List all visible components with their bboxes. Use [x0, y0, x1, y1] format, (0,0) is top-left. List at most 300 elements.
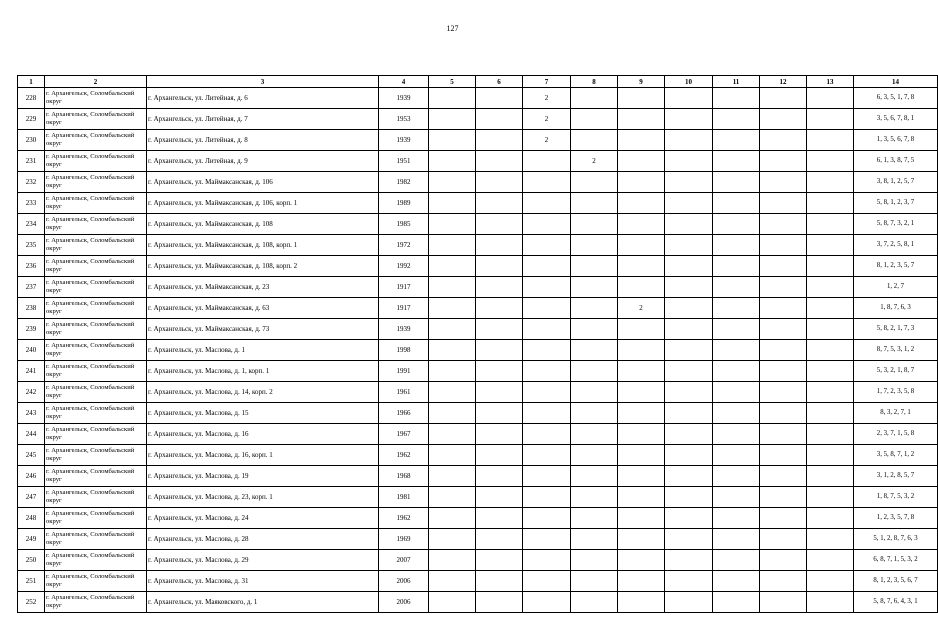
address-cell: г. Архангельск, ул. Маяковского, д. 1 [147, 592, 379, 613]
col10-cell [665, 235, 713, 256]
year-cell: 1969 [379, 529, 429, 550]
col10-cell [665, 109, 713, 130]
col8-cell [571, 550, 618, 571]
col12-cell [760, 361, 807, 382]
table-row [18, 319, 938, 340]
table-row [18, 235, 938, 256]
col6-cell [476, 403, 523, 424]
col7-cell [523, 550, 571, 571]
col5-cell [429, 172, 476, 193]
col12-cell [760, 277, 807, 298]
col10-cell [665, 403, 713, 424]
col6-cell [476, 214, 523, 235]
col7-cell [523, 424, 571, 445]
col11-cell [713, 382, 760, 403]
col14-cell: 1, 7, 2, 3, 5, 8 [854, 382, 938, 403]
table-row [18, 382, 938, 403]
table-row [18, 550, 938, 571]
col5-cell [429, 319, 476, 340]
col8-cell [571, 445, 618, 466]
register-table [17, 75, 938, 613]
col8-cell [571, 214, 618, 235]
col6-cell [476, 550, 523, 571]
col6-cell [476, 382, 523, 403]
address-cell: г. Архангельск, ул. Маймаксанская, д. 106, корп. 1 [147, 193, 379, 214]
table-row [18, 340, 938, 361]
row-number: 234 [18, 214, 45, 235]
year-cell: 2007 [379, 550, 429, 571]
table-row [18, 214, 938, 235]
col13-cell [807, 235, 854, 256]
col13-cell [807, 382, 854, 403]
col8-cell [571, 235, 618, 256]
col11-cell [713, 88, 760, 109]
col9-cell [618, 403, 665, 424]
col8-cell [571, 172, 618, 193]
col13-cell [807, 550, 854, 571]
col11-cell [713, 214, 760, 235]
col6-cell [476, 193, 523, 214]
col10-cell [665, 445, 713, 466]
col5-cell [429, 529, 476, 550]
col5-cell [429, 487, 476, 508]
col5-cell [429, 382, 476, 403]
col11-cell [713, 130, 760, 151]
year-cell: 1992 [379, 256, 429, 277]
year-cell: 1961 [379, 382, 429, 403]
district-cell: г. Архангельск, Соломбальский округ [45, 151, 147, 172]
address-cell: г. Архангельск, ул. Маслова, д. 1 [147, 340, 379, 361]
district-cell: г. Архангельск, Соломбальский округ [45, 235, 147, 256]
col11-cell [713, 235, 760, 256]
address-cell: г. Архангельск, ул. Маймаксанская, д. 108, корп. 1 [147, 235, 379, 256]
col12-cell [760, 403, 807, 424]
col5-cell [429, 193, 476, 214]
year-cell: 1985 [379, 214, 429, 235]
col9-cell [618, 550, 665, 571]
district-cell: г. Архангельск, Соломбальский округ [45, 130, 147, 151]
col14-cell: 5, 8, 2, 1, 7, 3 [854, 319, 938, 340]
district-cell: г. Архангельск, Соломбальский округ [45, 571, 147, 592]
col13-cell [807, 130, 854, 151]
col11-cell [713, 361, 760, 382]
district-cell: г. Архангельск, Соломбальский округ [45, 550, 147, 571]
col7-cell [523, 298, 571, 319]
col9-cell [618, 382, 665, 403]
col10-cell [665, 529, 713, 550]
col10-cell [665, 340, 713, 361]
column-header-5: 5 [429, 76, 476, 88]
col14-cell: 5, 1, 2, 8, 7, 6, 3 [854, 529, 938, 550]
table-row [18, 130, 938, 151]
row-number: 249 [18, 529, 45, 550]
page-number: 127 [446, 24, 459, 33]
col14-cell: 3, 8, 1, 2, 5, 7 [854, 172, 938, 193]
col10-cell [665, 298, 713, 319]
col14-cell: 1, 2, 3, 5, 7, 8 [854, 508, 938, 529]
district-cell: г. Архангельск, Соломбальский округ [45, 361, 147, 382]
col7-cell [523, 403, 571, 424]
col12-cell [760, 487, 807, 508]
row-number: 241 [18, 361, 45, 382]
row-number: 239 [18, 319, 45, 340]
col13-cell [807, 424, 854, 445]
row-number: 229 [18, 109, 45, 130]
col12-cell [760, 235, 807, 256]
col7-cell [523, 445, 571, 466]
col6-cell [476, 592, 523, 613]
col13-cell [807, 340, 854, 361]
col8-cell [571, 277, 618, 298]
col13-cell [807, 193, 854, 214]
address-cell: г. Архангельск, ул. Литейная, д. 6 [147, 88, 379, 109]
col5-cell [429, 592, 476, 613]
col11-cell [713, 151, 760, 172]
col10-cell [665, 193, 713, 214]
col12-cell [760, 529, 807, 550]
address-cell: г. Архангельск, ул. Маслова, д. 24 [147, 508, 379, 529]
col8-cell [571, 193, 618, 214]
col10-cell [665, 487, 713, 508]
district-cell: г. Архангельск, Соломбальский округ [45, 193, 147, 214]
address-cell: г. Архангельск, ул. Маймаксанская, д. 63 [147, 298, 379, 319]
col10-cell [665, 571, 713, 592]
col13-cell [807, 256, 854, 277]
col9-cell [618, 235, 665, 256]
col12-cell [760, 592, 807, 613]
table-row [18, 298, 938, 319]
col7-cell [523, 214, 571, 235]
col9-cell [618, 466, 665, 487]
col14-cell: 2, 3, 7, 1, 5, 8 [854, 424, 938, 445]
col5-cell [429, 88, 476, 109]
col5-cell [429, 256, 476, 277]
col8-cell [571, 592, 618, 613]
table-row [18, 277, 938, 298]
row-number: 235 [18, 235, 45, 256]
row-number: 251 [18, 571, 45, 592]
col9-cell [618, 172, 665, 193]
address-cell: г. Архангельск, ул. Маслова, д. 14, корп. 2 [147, 382, 379, 403]
address-cell: г. Архангельск, ул. Маймаксанская, д. 108, корп. 2 [147, 256, 379, 277]
col8-cell [571, 403, 618, 424]
col6-cell [476, 529, 523, 550]
col11-cell [713, 193, 760, 214]
col9-cell [618, 277, 665, 298]
column-header-3: 3 [147, 76, 379, 88]
year-cell: 1968 [379, 466, 429, 487]
col12-cell [760, 109, 807, 130]
year-cell: 1939 [379, 130, 429, 151]
district-cell: г. Архангельск, Соломбальский округ [45, 88, 147, 109]
col5-cell [429, 235, 476, 256]
address-cell: г. Архангельск, ул. Маслова, д. 15 [147, 403, 379, 424]
col12-cell [760, 214, 807, 235]
col14-cell: 5, 3, 2, 1, 8, 7 [854, 361, 938, 382]
address-cell: г. Архангельск, ул. Маймаксанская, д. 106 [147, 172, 379, 193]
col9-cell [618, 109, 665, 130]
address-cell: г. Архангельск, ул. Маслова, д. 28 [147, 529, 379, 550]
col5-cell [429, 571, 476, 592]
col11-cell [713, 529, 760, 550]
col7-cell [523, 466, 571, 487]
col7-cell: 2 [523, 88, 571, 109]
col7-cell [523, 529, 571, 550]
col6-cell [476, 445, 523, 466]
col9-cell [618, 151, 665, 172]
district-cell: г. Архангельск, Соломбальский округ [45, 256, 147, 277]
col7-cell [523, 592, 571, 613]
year-cell: 1962 [379, 445, 429, 466]
col14-cell: 5, 8, 1, 2, 3, 7 [854, 193, 938, 214]
col7-cell [523, 235, 571, 256]
col13-cell [807, 529, 854, 550]
col14-cell: 1, 8, 7, 5, 3, 2 [854, 487, 938, 508]
col13-cell [807, 109, 854, 130]
district-cell: г. Архангельск, Соломбальский округ [45, 382, 147, 403]
year-cell: 1967 [379, 424, 429, 445]
col14-cell: 6, 3, 5, 1, 7, 8 [854, 88, 938, 109]
col5-cell [429, 508, 476, 529]
district-cell: г. Архангельск, Соломбальский округ [45, 529, 147, 550]
row-number: 231 [18, 151, 45, 172]
district-cell: г. Архангельск, Соломбальский округ [45, 319, 147, 340]
col12-cell [760, 130, 807, 151]
col9-cell [618, 487, 665, 508]
year-cell: 1962 [379, 508, 429, 529]
col8-cell [571, 298, 618, 319]
address-cell: г. Архангельск, ул. Литейная, д. 7 [147, 109, 379, 130]
col6-cell [476, 298, 523, 319]
col6-cell [476, 88, 523, 109]
col9-cell: 2 [618, 298, 665, 319]
col9-cell [618, 529, 665, 550]
col9-cell [618, 88, 665, 109]
year-cell: 1981 [379, 487, 429, 508]
col9-cell [618, 130, 665, 151]
address-cell: г. Архангельск, ул. Маслова, д. 16, корп. 1 [147, 445, 379, 466]
col12-cell [760, 382, 807, 403]
col12-cell [760, 571, 807, 592]
year-cell: 1972 [379, 235, 429, 256]
col5-cell [429, 445, 476, 466]
table-row [18, 361, 938, 382]
col14-cell: 5, 8, 7, 3, 2, 1 [854, 214, 938, 235]
col11-cell [713, 424, 760, 445]
column-header-11: 11 [713, 76, 760, 88]
col11-cell [713, 340, 760, 361]
col12-cell [760, 550, 807, 571]
col13-cell [807, 592, 854, 613]
year-cell: 1939 [379, 88, 429, 109]
col6-cell [476, 571, 523, 592]
col11-cell [713, 109, 760, 130]
col8-cell [571, 424, 618, 445]
row-number: 243 [18, 403, 45, 424]
col5-cell [429, 466, 476, 487]
col9-cell [618, 319, 665, 340]
col8-cell [571, 487, 618, 508]
col6-cell [476, 277, 523, 298]
year-cell: 1991 [379, 361, 429, 382]
district-cell: г. Архангельск, Соломбальский округ [45, 592, 147, 613]
column-header-13: 13 [807, 76, 854, 88]
col14-cell: 8, 1, 2, 3, 5, 7 [854, 256, 938, 277]
col7-cell: 2 [523, 130, 571, 151]
col12-cell [760, 319, 807, 340]
col12-cell [760, 445, 807, 466]
row-number: 233 [18, 193, 45, 214]
col8-cell: 2 [571, 151, 618, 172]
col12-cell [760, 340, 807, 361]
address-cell: г. Архангельск, ул. Литейная, д. 8 [147, 130, 379, 151]
col14-cell: 3, 7, 2, 5, 8, 1 [854, 235, 938, 256]
col8-cell [571, 109, 618, 130]
address-cell: г. Архангельск, ул. Маслова, д. 16 [147, 424, 379, 445]
col12-cell [760, 508, 807, 529]
row-number: 232 [18, 172, 45, 193]
col10-cell [665, 424, 713, 445]
col10-cell [665, 592, 713, 613]
col10-cell [665, 88, 713, 109]
col13-cell [807, 151, 854, 172]
row-number: 228 [18, 88, 45, 109]
col11-cell [713, 298, 760, 319]
col11-cell [713, 571, 760, 592]
col14-cell: 6, 1, 3, 8, 7, 5 [854, 151, 938, 172]
col9-cell [618, 340, 665, 361]
col10-cell [665, 361, 713, 382]
row-number: 250 [18, 550, 45, 571]
col8-cell [571, 466, 618, 487]
col13-cell [807, 508, 854, 529]
col8-cell [571, 130, 618, 151]
address-cell: г. Архангельск, ул. Маймаксанская, д. 108 [147, 214, 379, 235]
col8-cell [571, 256, 618, 277]
address-cell: г. Архангельск, ул. Маслова, д. 23, корп. 1 [147, 487, 379, 508]
col14-cell: 3, 5, 6, 7, 8, 1 [854, 109, 938, 130]
col9-cell [618, 445, 665, 466]
column-header-2: 2 [45, 76, 147, 88]
col6-cell [476, 508, 523, 529]
col11-cell [713, 277, 760, 298]
col7-cell [523, 193, 571, 214]
col11-cell [713, 403, 760, 424]
year-cell: 1917 [379, 277, 429, 298]
col5-cell [429, 424, 476, 445]
col8-cell [571, 361, 618, 382]
col9-cell [618, 214, 665, 235]
address-cell: г. Архангельск, ул. Маслова, д. 31 [147, 571, 379, 592]
col7-cell [523, 151, 571, 172]
col10-cell [665, 256, 713, 277]
column-header-4: 4 [379, 76, 429, 88]
col11-cell [713, 508, 760, 529]
district-cell: г. Архангельск, Соломбальский округ [45, 109, 147, 130]
address-cell: г. Архангельск, ул. Маслова, д. 1, корп. 1 [147, 361, 379, 382]
district-cell: г. Архангельск, Соломбальский округ [45, 487, 147, 508]
col10-cell [665, 130, 713, 151]
year-cell: 1966 [379, 403, 429, 424]
col11-cell [713, 550, 760, 571]
col11-cell [713, 256, 760, 277]
year-cell: 1939 [379, 319, 429, 340]
col7-cell [523, 382, 571, 403]
table-body [18, 88, 938, 613]
address-cell: г. Архангельск, ул. Маймаксанская, д. 23 [147, 277, 379, 298]
year-cell: 1982 [379, 172, 429, 193]
column-header-9: 9 [618, 76, 665, 88]
table-row [18, 151, 938, 172]
col9-cell [618, 592, 665, 613]
district-cell: г. Архангельск, Соломбальский округ [45, 445, 147, 466]
col12-cell [760, 88, 807, 109]
col13-cell [807, 487, 854, 508]
district-cell: г. Архангельск, Соломбальский округ [45, 277, 147, 298]
col9-cell [618, 193, 665, 214]
col13-cell [807, 403, 854, 424]
col13-cell [807, 466, 854, 487]
district-cell: г. Архангельск, Соломбальский округ [45, 214, 147, 235]
table-row [18, 424, 938, 445]
row-number: 242 [18, 382, 45, 403]
col5-cell [429, 340, 476, 361]
row-number: 248 [18, 508, 45, 529]
col14-cell: 3, 5, 8, 7, 1, 2 [854, 445, 938, 466]
col13-cell [807, 571, 854, 592]
table-row [18, 193, 938, 214]
col7-cell [523, 172, 571, 193]
col6-cell [476, 424, 523, 445]
row-number: 246 [18, 466, 45, 487]
table-header [18, 76, 938, 88]
table-row [18, 109, 938, 130]
col12-cell [760, 298, 807, 319]
district-cell: г. Архангельск, Соломбальский округ [45, 298, 147, 319]
col5-cell [429, 151, 476, 172]
col5-cell [429, 130, 476, 151]
col13-cell [807, 214, 854, 235]
col7-cell [523, 487, 571, 508]
col14-cell: 1, 3, 5, 6, 7, 8 [854, 130, 938, 151]
col9-cell [618, 508, 665, 529]
col10-cell [665, 550, 713, 571]
col13-cell [807, 445, 854, 466]
column-header-1: 1 [18, 76, 45, 88]
col12-cell [760, 193, 807, 214]
col6-cell [476, 487, 523, 508]
col14-cell: 8, 7, 5, 3, 1, 2 [854, 340, 938, 361]
col10-cell [665, 151, 713, 172]
col11-cell [713, 445, 760, 466]
address-cell: г. Архангельск, ул. Маймаксанская, д. 73 [147, 319, 379, 340]
column-header-14: 14 [854, 76, 938, 88]
row-number: 247 [18, 487, 45, 508]
col13-cell [807, 361, 854, 382]
col13-cell [807, 319, 854, 340]
col10-cell [665, 277, 713, 298]
col14-cell: 3, 1, 2, 8, 5, 7 [854, 466, 938, 487]
district-cell: г. Архангельск, Соломбальский округ [45, 424, 147, 445]
col8-cell [571, 571, 618, 592]
address-cell: г. Архангельск, ул. Литейная, д. 9 [147, 151, 379, 172]
table-row [18, 88, 938, 109]
col6-cell [476, 256, 523, 277]
table-row [18, 508, 938, 529]
district-cell: г. Архангельск, Соломбальский округ [45, 340, 147, 361]
col7-cell [523, 508, 571, 529]
col9-cell [618, 256, 665, 277]
